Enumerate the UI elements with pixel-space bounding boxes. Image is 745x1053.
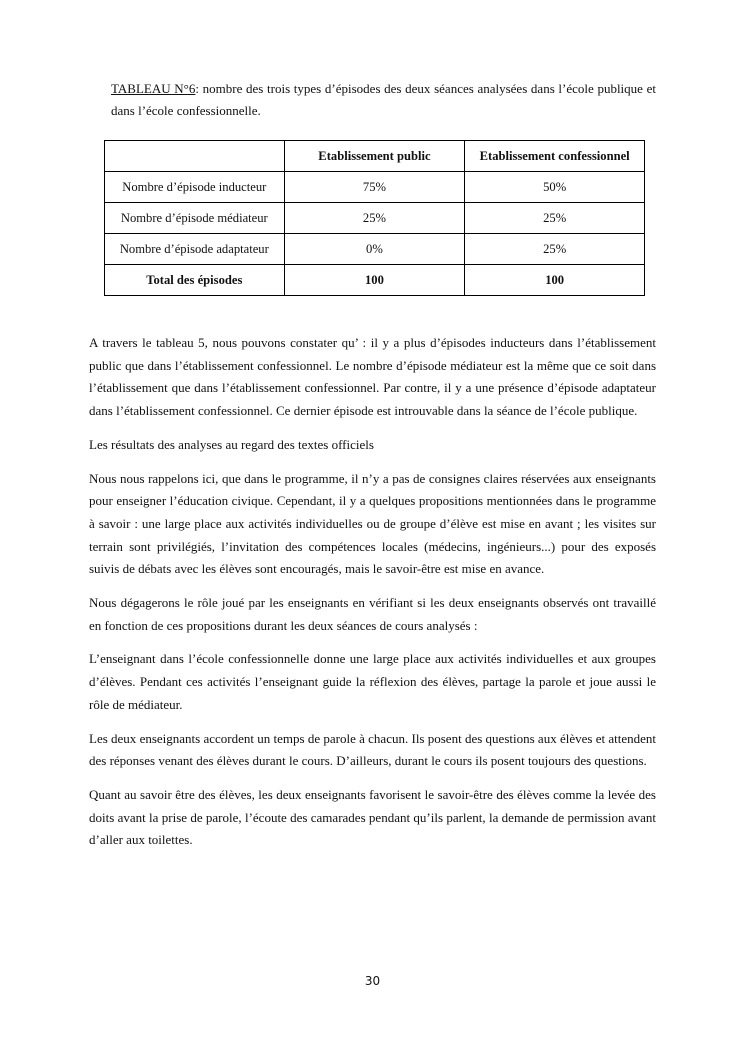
table-total-row	[105, 265, 645, 296]
section-heading: Les résultats des analyses au regard des textes officiels	[89, 436, 374, 452]
table-total-label: Total des épisodes	[105, 265, 285, 296]
body-text	[89, 332, 656, 863]
table-row	[105, 172, 645, 203]
table-header-public: Etablissement public	[284, 141, 465, 172]
table-cell: 50%	[465, 172, 645, 203]
table-header-empty	[105, 141, 285, 172]
paragraph: Quant au savoir être des élèves, les deux enseignants favorisent le savoir-être des élèves comme la levée des doits avant la prise de parole, l’écoute des camarades pendant qu’ils parlent, la demande de permission avant d’aller aux toilettes.	[89, 786, 656, 848]
paragraph: A travers le tableau 5, nous pouvons constater qu’ : il y a plus d’épisodes inducteurs dans l’établissement public que dans l’établissement confessionnel. Le nombre d’épisode médiateur est la même que ce soit dans l’établissement que dans l’établissement confessionnel. Par contre, il y a une présence d’épisode adaptateur dans l’établissement confessionnel. Ce dernier épisode est introuvable dans la séance de l’école publique.	[89, 335, 656, 419]
table-caption	[111, 78, 656, 122]
paragraph: Nous dégagerons le rôle joué par les enseignants en vérifiant si les deux enseignants observés ont travaillé en fonction de ces propositions durant les deux séances de cours analysés :	[89, 595, 656, 633]
table-cell: 75%	[284, 172, 465, 203]
table-cell: 25%	[465, 203, 645, 234]
table-cell: 0%	[284, 234, 465, 265]
table-caption-label: TABLEAU N°6	[111, 81, 196, 96]
table-header-row	[105, 141, 645, 172]
table-cell: Nombre d’épisode adaptateur	[105, 234, 285, 265]
paragraph: Les deux enseignants accordent un temps de parole à chacun. Ils posent des questions aux élèves et attendent des réponses venant des élèves durant le cours. D’ailleurs, durant le cours ils posent toujours des questions.	[89, 730, 656, 769]
table-total-confessionnel: 100	[465, 265, 645, 296]
paragraph: Nous nous rappelons ici, que dans le programme, il n’y a pas de consignes claires réservées aux enseignants pour enseigner l’éducation civique. Cependant, il y a quelques propositions mentionnées dans le programme à savoir : une large place aux activités individuelles ou de groupe d’élève est mise en avant ; les visites sur terrain sont privilégiés, l’invitation des compétences locales (médecins, ingénieurs...) pour des exposés suivis de débats avec les élèves sont encouragés, mais le savoir-être est mise en avance.	[89, 470, 656, 577]
table-header-confessionnel: Etablissement confessionnel	[465, 141, 645, 172]
table-caption-text: : nombre des trois types d’épisodes des deux séances analysées dans l’école publique et dans l’école confessionnelle.	[111, 81, 656, 118]
table-cell: Nombre d’épisode inducteur	[105, 172, 285, 203]
table-row	[105, 234, 645, 265]
table-total-public: 100	[284, 265, 465, 296]
table-cell: 25%	[465, 234, 645, 265]
paragraph: L’enseignant dans l’école confessionnelle donne une large place aux activités individuelles et aux groupes d’élèves. Pendant ces activités l’enseignant guide la réflexion des élèves, partage la parole et joue aussi le rôle de médiateur.	[89, 651, 656, 712]
table-row	[105, 203, 645, 234]
table-cell: 25%	[284, 203, 465, 234]
episodes-table	[104, 140, 645, 296]
table-cell: Nombre d’épisode médiateur	[105, 203, 285, 234]
page-number: 30	[364, 974, 381, 988]
